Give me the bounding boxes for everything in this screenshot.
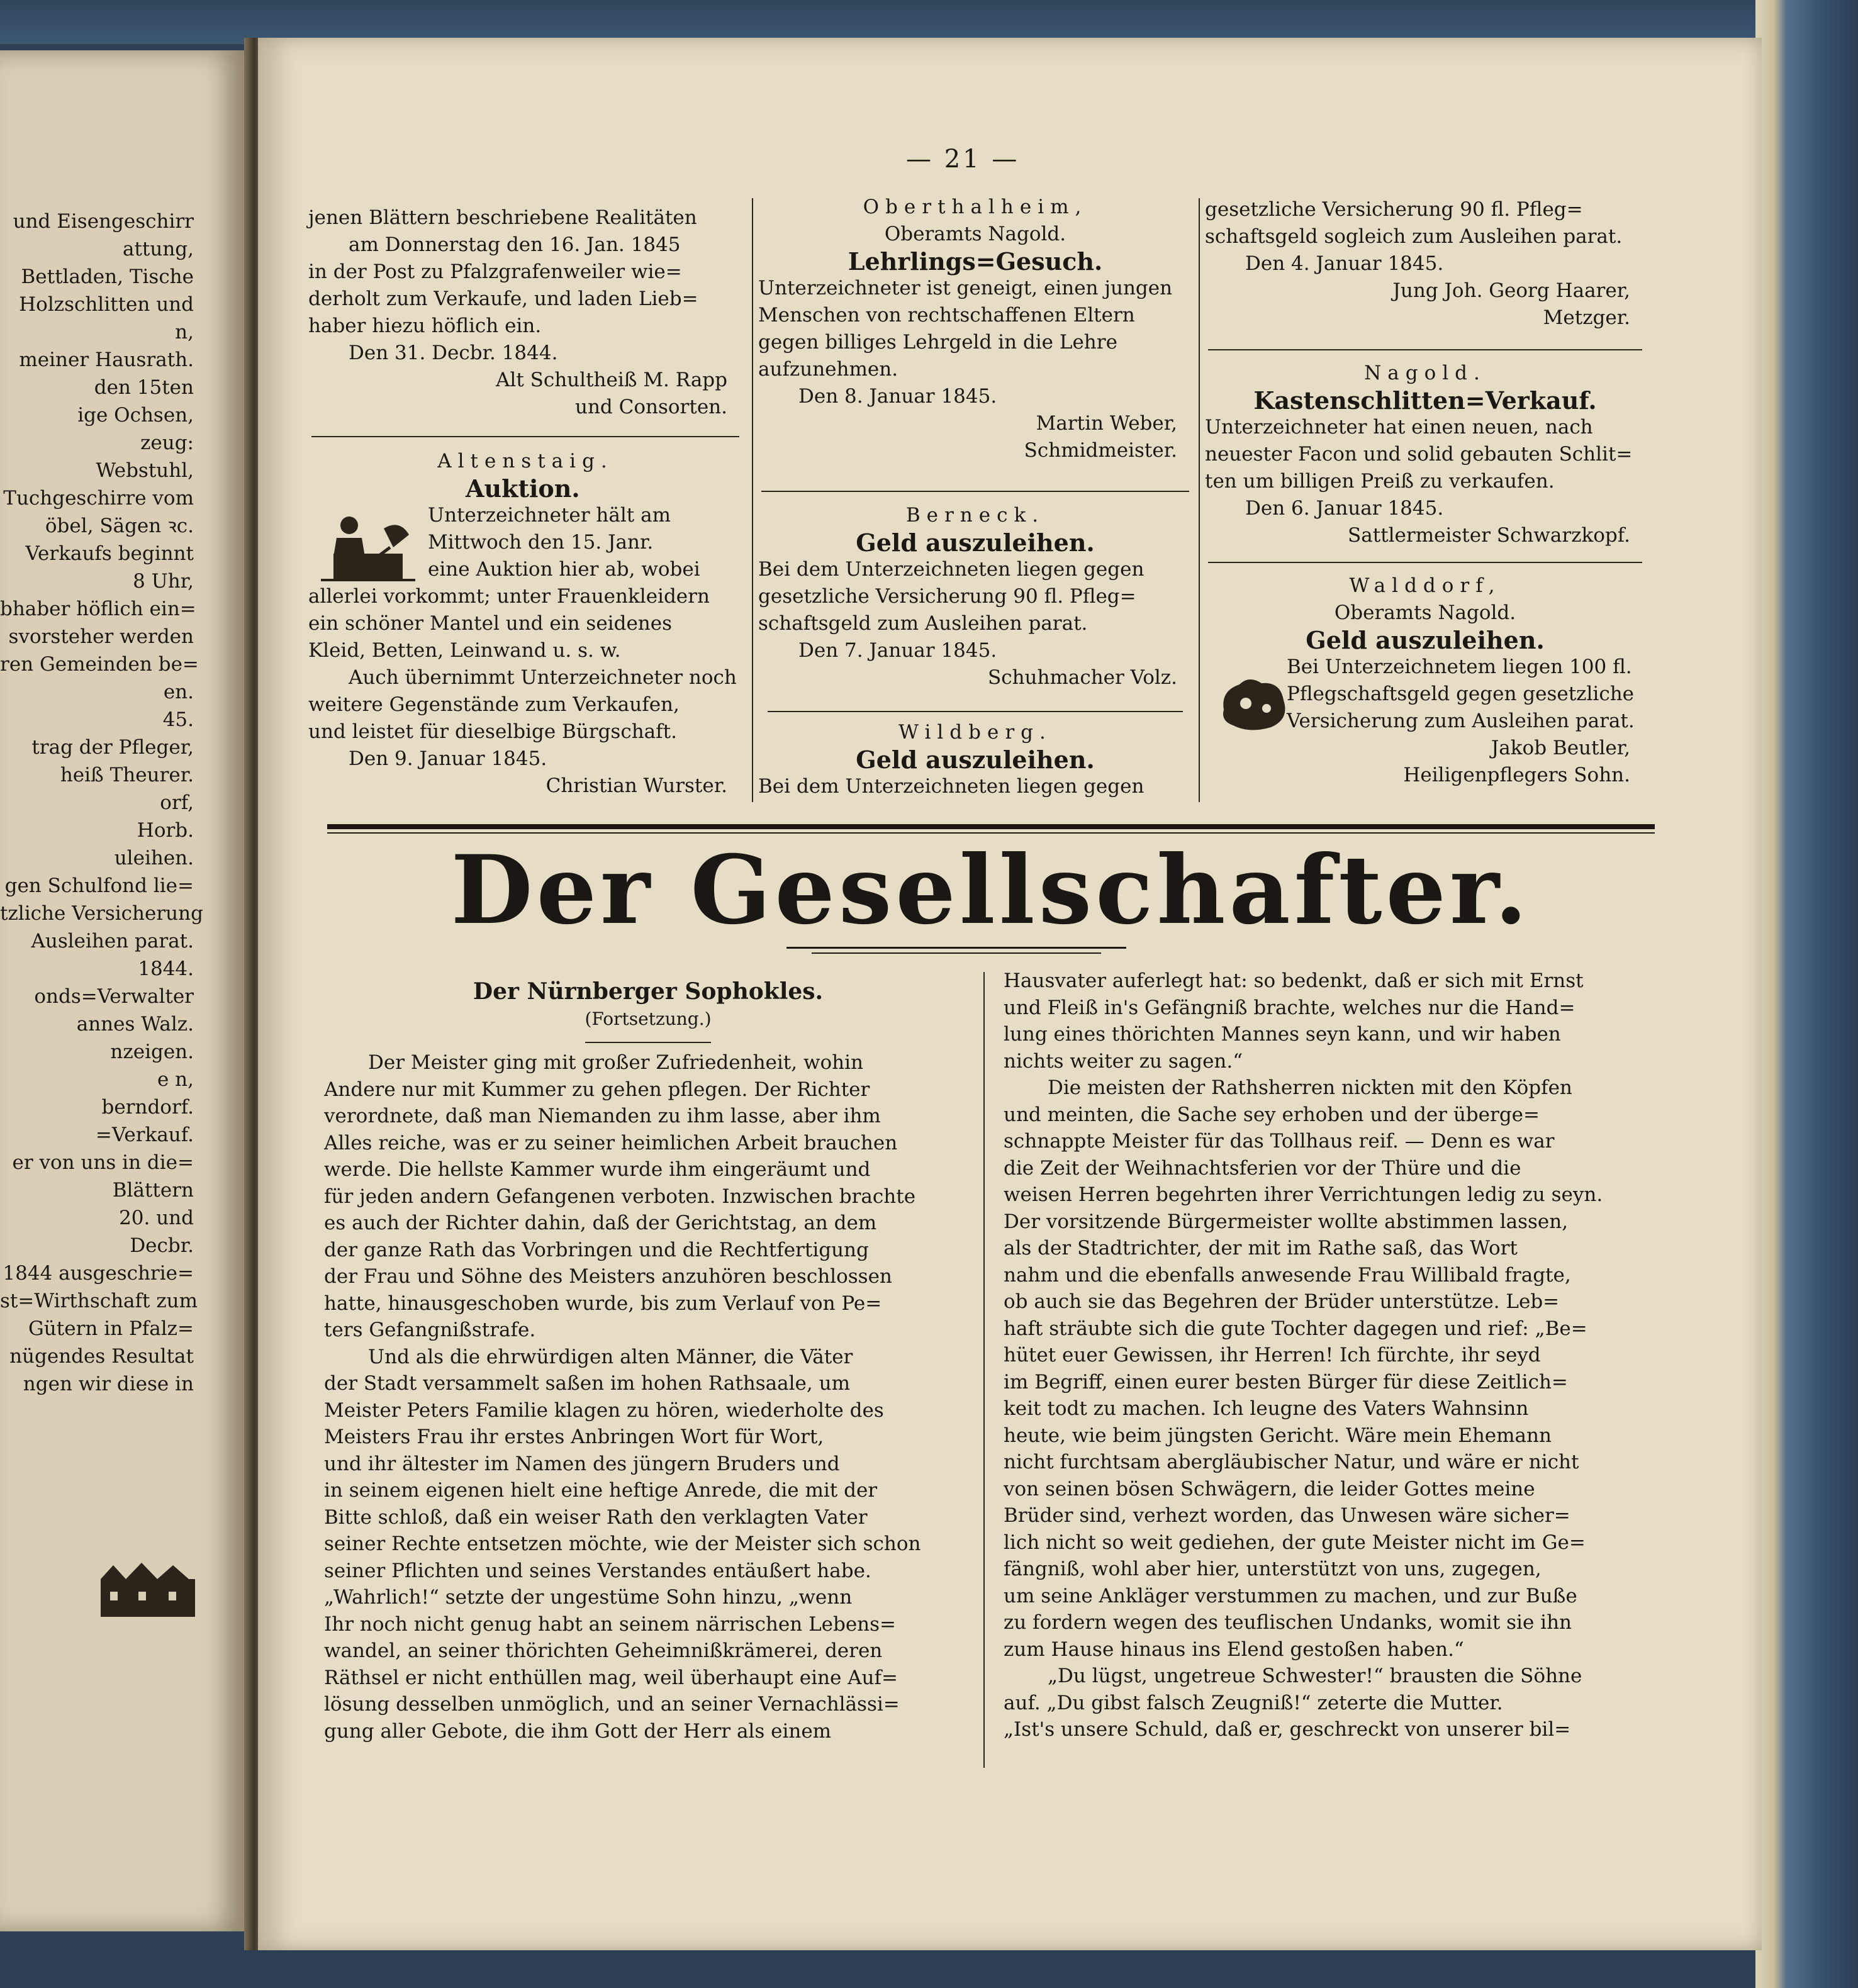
- text-line: Martin Weber,: [1036, 412, 1177, 435]
- left-page-line: Decbr.: [130, 1234, 194, 1257]
- notice-wildberg: [758, 719, 1192, 800]
- article-line: Hausvater auferlegt hat: so bedenkt, daß er sich mit Ernst: [1004, 969, 1584, 992]
- article-line: für jeden andern Gefangenen verboten. Inzwischen brachte: [324, 1185, 916, 1208]
- left-page-line: Ausleihen parat.: [31, 930, 194, 952]
- text-line: Mittwoch den 15. Janr.: [428, 531, 654, 554]
- notice-altenstaig: [308, 448, 742, 800]
- article-line: seiner Pflichten und seines Verstandes entäußert habe.: [324, 1559, 871, 1582]
- article-line: lung eines thörichten Mannes seyn kann, und wir haben: [1004, 1023, 1561, 1046]
- left-page: [0, 50, 244, 1931]
- auctioneer-woodcut-icon: [315, 510, 422, 585]
- article-title: Der Nürnberger Sophokles.: [473, 978, 824, 1005]
- article-column-divider: [983, 972, 985, 1768]
- article-line: schnappte Meister für das Tollhaus reif. — Denn es war: [1004, 1130, 1555, 1153]
- article-line: lösung desselben unmöglich, und an seiner Vernachlässi=: [324, 1693, 900, 1716]
- masthead-rule-thin: [327, 832, 1655, 834]
- text-line: am Donnerstag den 16. Jan. 1845: [349, 233, 681, 256]
- article-line: gung aller Gebote, die ihm Gott der Herr als einem: [324, 1719, 832, 1743]
- text-line: Den 7. Januar 1845.: [798, 639, 997, 662]
- left-page-line: ngen wir diese in: [23, 1373, 194, 1395]
- place-name: Oberthalheim,: [863, 196, 1088, 218]
- text-line: aufzunehmen.: [758, 358, 898, 381]
- notice-body: [758, 275, 1192, 464]
- text-line: ein schöner Mantel und ein seidenes: [308, 612, 673, 635]
- text-line: Metzger.: [1543, 306, 1630, 329]
- article-line: nicht furchtsam abergläubischer Natur, und wäre er nicht: [1004, 1451, 1579, 1473]
- text-line: ten um billigen Preiß zu verkaufen.: [1205, 470, 1555, 493]
- article-line: nahm und die ebenfalls anwesende Frau Willibald fragte,: [1004, 1263, 1571, 1287]
- left-page-line: berndorf.: [101, 1096, 194, 1119]
- article-line: „Wahrlich!“ setzte der ungestüme Sohn hinzu, „wenn: [324, 1586, 853, 1609]
- left-page-line: öbel, Sägen ꝛc.: [45, 515, 194, 537]
- notice-heading: Kastenschlitten=Verkauf.: [1253, 386, 1597, 415]
- article-line: Der Meister ging mit großer Zufriedenheit, wohin: [368, 1051, 864, 1074]
- left-page-line: 1844.: [138, 958, 194, 980]
- article-line: der ganze Rath das Vorbringen und die Rechtfertigung: [324, 1238, 869, 1261]
- notice-haarer-text: [1205, 196, 1645, 332]
- text-line: weitere Gegenstände zum Verkaufen,: [308, 693, 680, 716]
- page-number: — 21 —: [906, 145, 1020, 174]
- text-line: allerlei vorkommt; unter Frauenkleidern: [308, 585, 710, 608]
- notice-column-1: [308, 204, 742, 421]
- article-line: zum Hause hinaus ins Elend gestoßen haben.“: [1004, 1638, 1464, 1661]
- column-1-divider: [311, 436, 739, 437]
- masthead-underline-thin: [812, 952, 1101, 954]
- masthead-rule-thick: [327, 824, 1655, 829]
- column-3-divider-b: [1208, 562, 1642, 563]
- text-line: in der Post zu Pfalzgrafenweiler wie=: [308, 260, 682, 283]
- article-line: ob auch sie das Begehren der Brüder unterstütze. Leb=: [1004, 1290, 1560, 1313]
- article-line: hatte, hinausgeschoben wurde, bis zum Verlauf von Pe=: [324, 1292, 882, 1315]
- article-line: „Du lügst, ungetreue Schwester!“ brausten die Söhne: [1048, 1665, 1582, 1687]
- money-bag-woodcut-icon: [1217, 672, 1293, 735]
- column-divider-2: [1199, 198, 1200, 802]
- text-line: jenen Blättern beschriebene Realitäten: [308, 206, 697, 229]
- article-line: ters Gefangnißstrafe.: [324, 1319, 536, 1341]
- left-page-line: annes Walz.: [76, 1013, 194, 1036]
- left-page-column: [0, 208, 244, 1398]
- notice-heading: Geld auszuleihen.: [856, 746, 1095, 774]
- notice-oberthalheim: [758, 194, 1192, 464]
- article-line: nichts weiter zu sagen.“: [1004, 1049, 1243, 1073]
- text-line: Den 31. Decbr. 1844.: [349, 342, 558, 364]
- article-line: haft sträubte sich die gute Tochter dagegen und rief: „Be=: [1004, 1317, 1587, 1340]
- article-title-underline: [585, 1042, 711, 1043]
- place-name: Walddorf,: [1349, 574, 1501, 597]
- notice-body: [1205, 414, 1645, 549]
- place-name: Wildberg.: [898, 721, 1052, 744]
- article-line: Räthsel er nicht enthüllen mag, weil überhaupt eine Auf=: [324, 1666, 898, 1689]
- left-page-line: ige Ochsen,: [77, 404, 194, 427]
- article-line: „Ist's unsere Schuld, daß er, geschreckt von unserer bil=: [1004, 1718, 1571, 1741]
- text-line: haber hiezu höflich ein.: [308, 315, 542, 337]
- article-line: Und als die ehrwürdigen alten Männer, die Väter: [368, 1345, 853, 1368]
- text-line: Bei Unterzeichnetem liegen 100 fl.: [1287, 656, 1632, 678]
- text-line: Den 4. Januar 1845.: [1245, 252, 1444, 275]
- notice-heading: Geld auszuleihen.: [1306, 626, 1545, 654]
- left-page-line: nzeigen.: [110, 1041, 194, 1063]
- article-line: die Zeit der Weihnachtsferien vor der Thüre und die: [1004, 1156, 1521, 1180]
- district-name: Oberamts Nagold.: [884, 223, 1066, 245]
- text-line: eine Auktion hier ab, wobei: [428, 558, 700, 581]
- article-line: im Begriff, einen eurer besten Bürger für diese Zeitlich=: [1004, 1370, 1568, 1393]
- article-line: von seinen bösen Schwägern, die leider Gottes meine: [1004, 1477, 1535, 1500]
- text-line: Jung Joh. Georg Haarer,: [1392, 279, 1630, 302]
- article-line: Meister Peters Familie klagen zu hören, wiederholte des: [324, 1399, 884, 1422]
- district-name: Oberamts Nagold.: [1334, 601, 1516, 624]
- place-name: Berneck.: [905, 504, 1045, 527]
- left-page-line: den 15ten: [94, 376, 194, 399]
- text-line: Unterzeichneter hält am: [428, 504, 671, 527]
- text-line: Alt Schultheiß M. Rapp: [496, 369, 727, 391]
- text-line: Unterzeichneter hat einen neuen, nach: [1205, 416, 1593, 438]
- text-line: Den 6. Januar 1845.: [1245, 497, 1444, 520]
- text-line: und leistet für dieselbige Bürgschaft.: [308, 720, 677, 743]
- left-page-line: bhaber höflich ein=: [0, 598, 196, 620]
- text-line: Schmidmeister.: [1024, 439, 1177, 462]
- left-page-line: Blättern: [112, 1179, 194, 1202]
- left-page-line: ren Gemeinden be=: [0, 653, 199, 676]
- column-divider-1: [752, 198, 753, 802]
- text-line: Heiligenpflegers Sohn.: [1403, 764, 1630, 786]
- newspaper-masthead: Der Gesellschafter.: [451, 835, 1531, 946]
- text-line: Sattlermeister Schwarzkopf.: [1347, 524, 1630, 547]
- article-line: zu fordern wegen des teuflischen Undanks, womit sie ihn: [1004, 1611, 1572, 1634]
- text-line: Versicherung zum Ausleihen parat.: [1287, 710, 1635, 732]
- article-line: der Frau und Söhne des Meisters anzuhören beschlossen: [324, 1265, 892, 1288]
- article-line: lich nicht so weit gediehen, der gute Meister nicht im Ge=: [1004, 1531, 1586, 1554]
- column-2-divider-a: [761, 491, 1189, 492]
- text-line: und Consorten.: [575, 396, 727, 418]
- article-line: Die meisten der Rathsherren nickten mit den Köpfen: [1048, 1076, 1572, 1099]
- article-column-left: [324, 1049, 972, 1745]
- article-line: weisen Herren begehrten ihrer Verrichtungen ledig zu seyn.: [1004, 1183, 1603, 1206]
- text-line: Den 8. Januar 1845.: [798, 385, 997, 408]
- left-page-line: en.: [163, 681, 194, 703]
- place-name: Altenstaig.: [437, 450, 613, 472]
- left-page-line: Verkaufs beginnt: [25, 542, 194, 565]
- left-page-line: trag der Pfleger,: [31, 736, 194, 759]
- article-line: Meisters Frau ihr erstes Anbringen Wort für Wort,: [324, 1426, 824, 1448]
- article-line: um seine Ankläger verstummen zu machen, und zur Buße: [1004, 1584, 1577, 1607]
- left-page-line: attung,: [122, 238, 194, 260]
- notice-body: [758, 556, 1192, 691]
- article-line: der Stadt versammelt saßen im hohen Rathsaale, um: [324, 1372, 850, 1395]
- left-page-line: gen Schulfond lie=: [4, 874, 194, 897]
- text-line: Kleid, Betten, Leinwand u. s. w.: [308, 639, 621, 662]
- article-line: Andere nur mit Kummer zu gehen pflegen. Der Richter: [324, 1078, 870, 1101]
- notice-rapp-text: [308, 204, 742, 421]
- left-page-line: Gütern in Pfalz=: [28, 1317, 194, 1340]
- article-line: als der Stadtrichter, der mit im Rathe saß, das Wort: [1004, 1237, 1518, 1259]
- text-line: derholt zum Verkaufe, und laden Lieb=: [308, 288, 698, 310]
- notice-heading: Lehrlings=Gesuch.: [848, 247, 1103, 276]
- article-line: Bitte schloß, daß ein weiser Rath den verklagten Vater: [324, 1505, 868, 1529]
- left-page-line: Horb.: [137, 819, 194, 842]
- text-line: Schuhmacher Volz.: [987, 666, 1177, 689]
- left-page-line: und Eisengeschirr: [13, 210, 194, 233]
- notice-heading: Geld auszuleihen.: [856, 528, 1095, 557]
- article-line: seiner Rechte entsetzen möchte, wie der Meister sich schon: [324, 1533, 921, 1555]
- article-line: werde. Die hellste Kammer wurde ihm eingeräumt und: [324, 1158, 871, 1181]
- text-line: Bei dem Unterzeichneten liegen gegen: [758, 558, 1144, 581]
- left-page-line: st=Wirthschaft zum: [0, 1290, 198, 1312]
- left-page-line: Tuchgeschirre vom: [3, 487, 194, 510]
- text-line: Menschen von rechtschaffenen Eltern: [758, 304, 1135, 327]
- article-column-right: [1004, 968, 1655, 1743]
- left-page-line: 8 Uhr,: [133, 570, 194, 593]
- article-line: fängniß, wohl aber hier, unterstützt von uns, zugegen,: [1004, 1558, 1542, 1580]
- left-page-line: meiner Hausrath.: [19, 349, 194, 371]
- text-line: Den 9. Januar 1845.: [349, 747, 547, 770]
- text-line: gesetzliche Versicherung 90 fl. Pfleg=: [1205, 198, 1583, 221]
- left-page-line: zeug:: [140, 432, 194, 454]
- article-line: hütet euer Gewissen, ihr Herren! Ich fürchte, ihr seyd: [1004, 1344, 1541, 1366]
- notice-body: [758, 773, 1192, 800]
- article-line: und meinten, die Sache sey erhoben und der überge=: [1004, 1103, 1540, 1126]
- left-page-line: uleihen.: [114, 847, 194, 869]
- left-page-line: Bettladen, Tische: [21, 265, 194, 288]
- article-line: auf. „Du gibst falsch Zeugniß!“ zeterte die Mutter.: [1004, 1691, 1503, 1714]
- text-line: Pflegschaftsgeld gegen gesetzliche: [1287, 683, 1635, 705]
- article-line: und Fleiß in's Gefängniß brachte, welches nur die Hand=: [1004, 996, 1575, 1019]
- left-page-line: 20. und: [119, 1207, 194, 1229]
- left-page-line: 45.: [162, 708, 194, 731]
- left-page-line: nügendes Resultat: [9, 1345, 194, 1368]
- left-page-line: svorsteher werden: [8, 625, 194, 648]
- column-3-divider-a: [1208, 349, 1642, 350]
- left-page-line: Webstuhl,: [96, 459, 194, 482]
- text-line: schaftsgeld zum Ausleihen parat.: [758, 612, 1088, 635]
- article-line: und ihr ältester im Namen des jüngern Bruders und: [324, 1452, 840, 1475]
- notice-nagold: [1205, 360, 1645, 549]
- book-cover-edge: [1755, 0, 1858, 1988]
- left-page-line: =Verkauf.: [95, 1124, 194, 1146]
- article-line: wandel, an seiner thörichten Geheimnißkrämerei, deren: [324, 1639, 883, 1662]
- article-header: [324, 978, 972, 1032]
- left-page-line: orf,: [160, 791, 194, 814]
- article-line: es auch der Richter dahin, daß der Gerichtstag, an dem: [324, 1212, 877, 1234]
- article-line: Der vorsitzende Bürgermeister wollte abstimmen lassen,: [1004, 1210, 1569, 1233]
- text-line: neuester Facon und solid gebauten Schlit=: [1205, 443, 1633, 466]
- text-line: Bei dem Unterzeichneten liegen gegen: [758, 775, 1144, 798]
- article-line: verordnete, daß man Niemanden zu ihm lasse, aber ihm: [324, 1105, 881, 1127]
- article-line: in seinem eigenen hielt eine heftige Anrede, die mit der: [324, 1479, 878, 1502]
- notice-haarer: [1205, 196, 1645, 332]
- text-line: Auch übernimmt Unterzeichneter noch: [349, 666, 737, 689]
- article-subtitle: (Fortsetzung.): [585, 1008, 712, 1029]
- article-line: Alles reiche, was er zu seiner heimlichen Arbeit brauchen: [324, 1131, 898, 1154]
- text-line: Christian Wurster.: [546, 774, 727, 797]
- left-page-line: n,: [175, 321, 194, 343]
- left-page-line: er von uns in die=: [12, 1151, 194, 1174]
- left-page-line: heiß Theurer.: [60, 764, 194, 786]
- left-page-line: tzliche Versicherung: [0, 902, 203, 925]
- column-2-divider-b: [768, 711, 1183, 712]
- masthead-underline: [786, 947, 1126, 949]
- farm-buildings-woodcut-icon: [101, 1560, 195, 1617]
- text-line: schaftsgeld sogleich zum Ausleihen parat.: [1205, 225, 1623, 248]
- text-line: gegen billiges Lehrgeld in die Lehre: [758, 331, 1117, 354]
- article-line: heute, wie beim jüngsten Gericht. Wäre mein Ehemann: [1004, 1424, 1552, 1447]
- text-line: Jakob Beutler,: [1491, 737, 1630, 759]
- article-line: Brüder sind, verhezt worden, das Unwesen wäre sicher=: [1004, 1504, 1570, 1527]
- place-name: Nagold.: [1364, 362, 1486, 384]
- article-line: keit todt zu machen. Ich leugne des Vaters Wahnsinn: [1004, 1397, 1529, 1420]
- text-line: Unterzeichneter ist geneigt, einen jungen: [758, 277, 1173, 299]
- article-line: Ihr noch nicht genug habt an seinem närrischen Lebens=: [324, 1612, 897, 1636]
- notice-heading: Auktion.: [466, 474, 580, 503]
- left-page-line: Holzschlitten und: [19, 293, 194, 316]
- left-page-line: onds=Verwalter: [34, 985, 194, 1008]
- notice-berneck: [758, 502, 1192, 691]
- text-line: gesetzliche Versicherung 90 fl. Pfleg=: [758, 585, 1136, 608]
- left-page-line: 1844 ausgeschrie=: [3, 1262, 194, 1285]
- left-page-line: e n,: [157, 1068, 194, 1091]
